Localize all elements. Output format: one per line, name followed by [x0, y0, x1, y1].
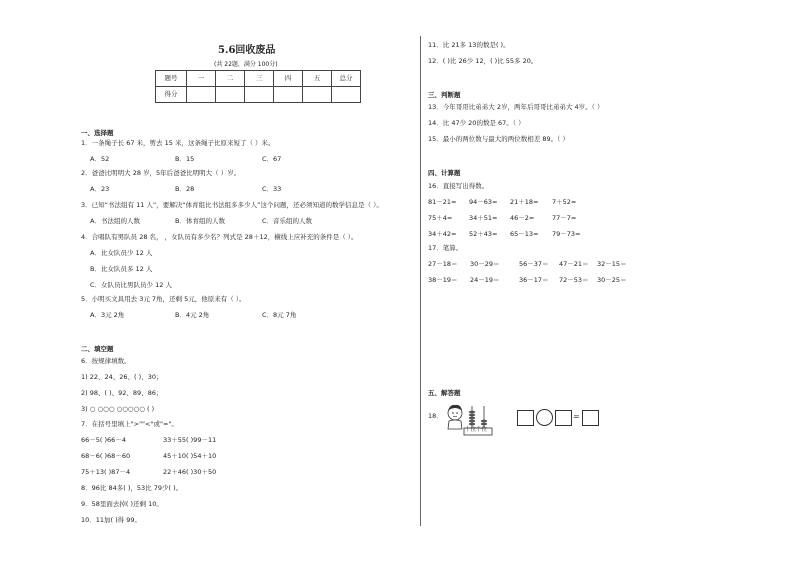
section-heading: 二、填空题: [81, 345, 114, 353]
written-calc-item: 32－15＝: [597, 260, 627, 268]
calc-item: 34＋51=: [469, 214, 498, 222]
q2-option-c[interactable]: C．33: [262, 185, 282, 193]
q1-option-a[interactable]: A．52: [90, 155, 110, 163]
q7-row-1-right: 33＋55( )99－11: [163, 436, 217, 444]
written-calc-item: 38－19＝: [428, 276, 458, 284]
written-calc-item: 24－19＝: [470, 276, 500, 284]
q5-option-a[interactable]: A．3元 2角: [90, 311, 125, 319]
section-heading: 五、解答题: [428, 389, 461, 397]
written-calc-item: 36－17＝: [519, 276, 549, 284]
question-2: 2．爸爸比明明大 28 岁，5年后爸爸比明明大（ ）岁。: [81, 169, 241, 177]
score-cell: 四: [274, 71, 303, 87]
question-18: 18．: [428, 412, 443, 420]
question-5: 5．小明买文具用去 3元 7角，还剩 5元，他原来有（ ）。: [81, 295, 246, 303]
q3-option-b[interactable]: B．体育组的人数: [175, 217, 225, 225]
section-heading: 四、计算题: [428, 169, 461, 177]
question-7: 7．在括号里填上">""<"或"="。: [81, 420, 178, 428]
q4-option-a[interactable]: A．比女队员少 12 人: [90, 249, 153, 257]
written-calc-item: 47－21＝: [559, 260, 589, 268]
calc-item: 7＋52=: [552, 198, 577, 206]
question-8: 8．96比 84多( )，53比 79少( )。: [81, 484, 183, 492]
score-table-header-row: [156, 71, 361, 87]
score-cell[interactable]: [245, 87, 274, 103]
abacus-place-labels: 十位个位: [465, 427, 488, 433]
written-calc-item: 72－53＝: [559, 276, 589, 284]
question-17: 17．笔算。: [428, 244, 463, 252]
question-11: 11．比 21多 13的数是( )。: [428, 41, 510, 49]
score-cell[interactable]: [216, 87, 245, 103]
q4-option-c[interactable]: C．女队员比男队员少 12 人: [90, 281, 172, 289]
calc-item: 52＋43=: [469, 230, 498, 238]
q5-option-b[interactable]: B．4元 2角: [175, 311, 210, 319]
question-16: 16．直接写出得数。: [428, 182, 489, 190]
score-table: [155, 70, 361, 103]
q3-option-a[interactable]: A．书法组的人数: [90, 217, 140, 225]
q7-row-1-left: 66－5( )66－4: [81, 436, 126, 444]
q7-row-2-right: 45＋10( )54＋10: [163, 452, 217, 460]
score-cell: 总分: [332, 71, 361, 87]
calc-item: 46－2=: [510, 214, 535, 222]
calc-item: 77－7=: [552, 214, 577, 222]
score-cell[interactable]: [332, 87, 361, 103]
q6-sequence-3: 3) ○ ○○○ ○○○○○ ( ): [81, 405, 155, 413]
calc-item: 81－21=: [428, 198, 457, 206]
calc-item: 94－63=: [469, 198, 498, 206]
q7-row-3-right: 22＋46( )30＋50: [163, 468, 217, 476]
q5-option-c[interactable]: C．8元 7角: [262, 311, 297, 319]
answer-box-2[interactable]: [555, 410, 572, 426]
answer-box-1[interactable]: [517, 410, 534, 426]
question-3: 3．已知“书法组有 11 人”，要解决“体育组比书法组多多少人”这个问题，还必须知道的数学信息是（ ）。: [81, 201, 383, 209]
q1-option-b[interactable]: B．15: [175, 155, 195, 163]
score-cell[interactable]: [303, 87, 332, 103]
calc-item: 79－73=: [552, 230, 581, 238]
section-heading: 三、判断题: [428, 91, 461, 99]
score-cell: 五: [303, 71, 332, 87]
score-cell: 得分: [156, 87, 187, 103]
calc-item: 75＋4=: [428, 214, 453, 222]
score-cell: 二: [216, 71, 245, 87]
section-heading: 一、选择题: [81, 129, 114, 137]
column-divider: [420, 36, 421, 526]
question-9: 9．58里面去掉( )还剩 10。: [81, 500, 163, 508]
page-title: 5.6回收废品: [218, 45, 276, 56]
q2-option-a[interactable]: A．23: [90, 185, 110, 193]
answer-box-3[interactable]: [582, 410, 599, 426]
calc-item: 65－13=: [510, 230, 539, 238]
calc-item: 34＋42=: [428, 230, 457, 238]
operator-circle[interactable]: [536, 409, 553, 426]
written-calc-item: 27－18＝: [428, 260, 458, 268]
question-10: 10．11加( )得 99。: [81, 516, 142, 524]
score-cell[interactable]: [274, 87, 303, 103]
score-cell: 题号: [156, 71, 187, 87]
question-1: 1．一条绳子长 67 米，剪去 15 米，这条绳子比原来短了（ ）米。: [81, 139, 275, 147]
question-4: 4．合唱队有男队员 28 名， ，女队员有多少名？列式是 28＋12，横线上应补充的条件是（ ）。: [81, 233, 358, 241]
q3-option-c[interactable]: C．音乐组的人数: [262, 217, 313, 225]
score-cell: 一: [187, 71, 216, 87]
written-calc-item: 30－25＝: [597, 276, 627, 284]
written-calc-item: 56－37＝: [519, 260, 549, 268]
calc-item: 21＋18=: [510, 198, 539, 206]
score-table-score-row: [156, 87, 361, 103]
question-15: 15．最小的两位数与最大的两位数相差 89。（ ）: [428, 135, 569, 143]
page-subtitle: (共 22题，满分 100分): [214, 61, 278, 68]
question-14: 14．比 47少 20的数是 67。（ ）: [428, 119, 525, 127]
q6-sequence-1: 1) 22、24、26、( )、30；: [81, 373, 163, 381]
question-13: 13．今年哥哥比弟弟大 2岁，两年后哥哥比弟弟大 4岁。（ ）: [428, 103, 604, 111]
q4-option-b[interactable]: B．比女队员多 12 人: [90, 265, 153, 273]
equals-sign: =: [573, 412, 580, 421]
question-12: 12．( )比 26少 12，( )比 55多 20。: [428, 57, 538, 65]
q1-option-c[interactable]: C．67: [262, 155, 282, 163]
question-6: 6．按规律填数。: [81, 357, 131, 365]
q6-sequence-2: 2) 98、( )、92、89、86；: [81, 389, 163, 397]
written-calc-item: 30－29＝: [470, 260, 500, 268]
q7-row-3-left: 75＋13( )87－4: [81, 468, 131, 476]
q2-option-b[interactable]: B．28: [175, 185, 195, 193]
score-cell: 三: [245, 71, 274, 87]
q7-row-2-left: 68－6( )68－60: [81, 452, 131, 460]
score-cell[interactable]: [187, 87, 216, 103]
